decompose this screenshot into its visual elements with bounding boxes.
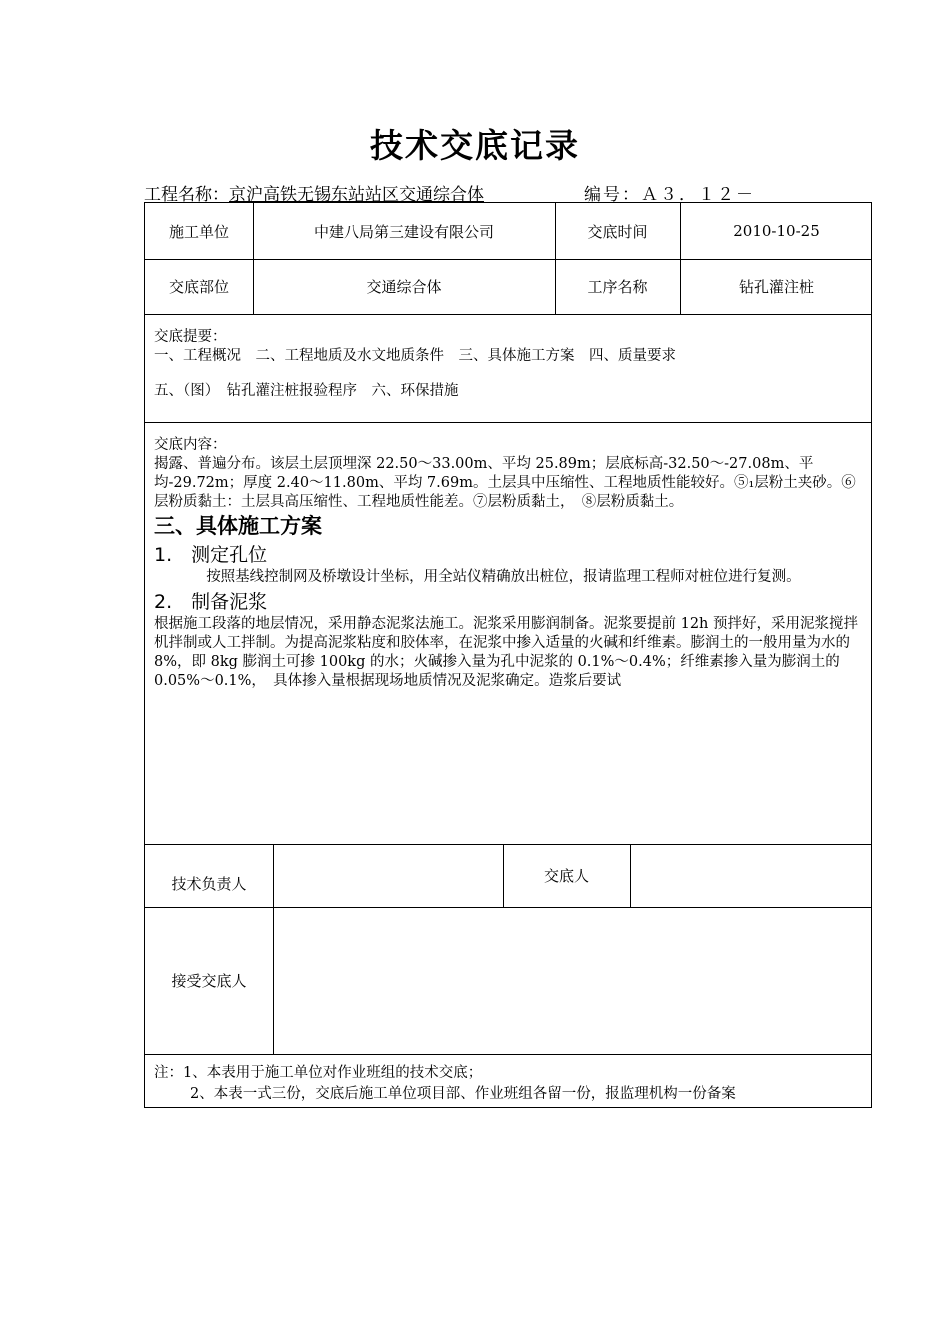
time-value: 2010-10-25 bbox=[733, 222, 820, 240]
summary-line-1: 一、工程概况 二、工程地质及水文地质条件 三、具体施工方案 四、质量要求 bbox=[154, 348, 676, 364]
receiver-label: 接受交底人 bbox=[171, 972, 247, 990]
discloser-signature-field[interactable] bbox=[630, 844, 873, 907]
project-name: 京沪高铁无锡东站站区交通综合体 bbox=[229, 185, 484, 205]
receiver-signature-field[interactable] bbox=[273, 907, 873, 1054]
note-line-1: 注：1、本表用于施工单位对作业班组的技术交底； bbox=[154, 1065, 483, 1081]
subsection-1-title: 1. 测定孔位 bbox=[154, 544, 268, 566]
page-title: 技术交底记录 bbox=[370, 126, 580, 165]
part-label: 交底部位 bbox=[168, 278, 229, 296]
unit-value: 中建八局第三建设有限公司 bbox=[313, 222, 494, 241]
tech-lead-signature-field[interactable] bbox=[273, 844, 503, 907]
serial-number: 编号：Ａ３．１２－ bbox=[584, 185, 755, 205]
subsection-2-title: 2. 制备泥浆 bbox=[154, 591, 268, 613]
project-label: 工程名称： bbox=[144, 185, 229, 205]
row-divider bbox=[145, 422, 871, 423]
geology-paragraph: 揭露、普遍分布。该层土层顶埋深 22.50～33.00m、平均 25.89m；层底标高-32.50～-27.08m、平均-29.72m；厚度 2.40～11.80m、平均 7.69m。土层具中压缩性、工程地质性能较好。⑤₁层粉土夹砂。⑥层粉质黏土：土层具高压缩性、工程地质性能差。⑦层粉质黏土， ⑧层粉质黏土。 bbox=[154, 456, 856, 510]
row-divider bbox=[145, 314, 871, 315]
subsection-2-text: 根据施工段落的地层情况，采用静态泥浆法施工。泥浆采用膨润制备。泥浆要提前 12h 预拌好，采用泥浆搅拌机拌制或人工拌制。为提高泥浆粘度和胶体率，在泥浆中掺入适量的火碱和纤维素。膨润土的一般用量为水的 8%，即 8kg 膨润土可掺 100kg 的水；火碱掺入量为孔中泥浆的 0.1%～0.4%；纤维素掺入量为膨润土的 0.05%～0.1%， 具体掺入量根据现场地质情况及泥浆确定。造浆后要试 bbox=[154, 616, 859, 689]
notes-section bbox=[154, 1064, 862, 1104]
unit-label: 施工单位 bbox=[168, 222, 229, 241]
section-title: 三、具体施工方案 bbox=[154, 514, 322, 538]
discloser-label: 交底人 bbox=[543, 867, 589, 885]
summary-label: 交底提要： bbox=[154, 329, 227, 345]
time-label: 交底时间 bbox=[587, 222, 648, 241]
content-section bbox=[154, 436, 862, 691]
process-value: 钻孔灌注桩 bbox=[738, 278, 814, 296]
part-value: 交通综合体 bbox=[366, 278, 442, 296]
summary-section bbox=[154, 328, 862, 401]
note-line-2: 2、本表一式三份，交底后施工单位项目部、作业班组各留一份，报监理机构一份备案 bbox=[190, 1086, 736, 1102]
summary-line-2: 五、（图） 钻孔灌注桩报验程序 六、环保措施 bbox=[154, 383, 459, 399]
tech-lead-label: 技术负责人 bbox=[171, 874, 247, 893]
row-divider bbox=[145, 1054, 871, 1055]
disclosure-form bbox=[144, 202, 872, 1108]
process-label: 工序名称 bbox=[587, 278, 648, 296]
subsection-1-text: 按照基线控制网及桥墩设计坐标，用全站仪精确放出桩位，报请监理工程师对桩位进行复测。 bbox=[206, 569, 801, 585]
content-label: 交底内容： bbox=[154, 437, 227, 453]
